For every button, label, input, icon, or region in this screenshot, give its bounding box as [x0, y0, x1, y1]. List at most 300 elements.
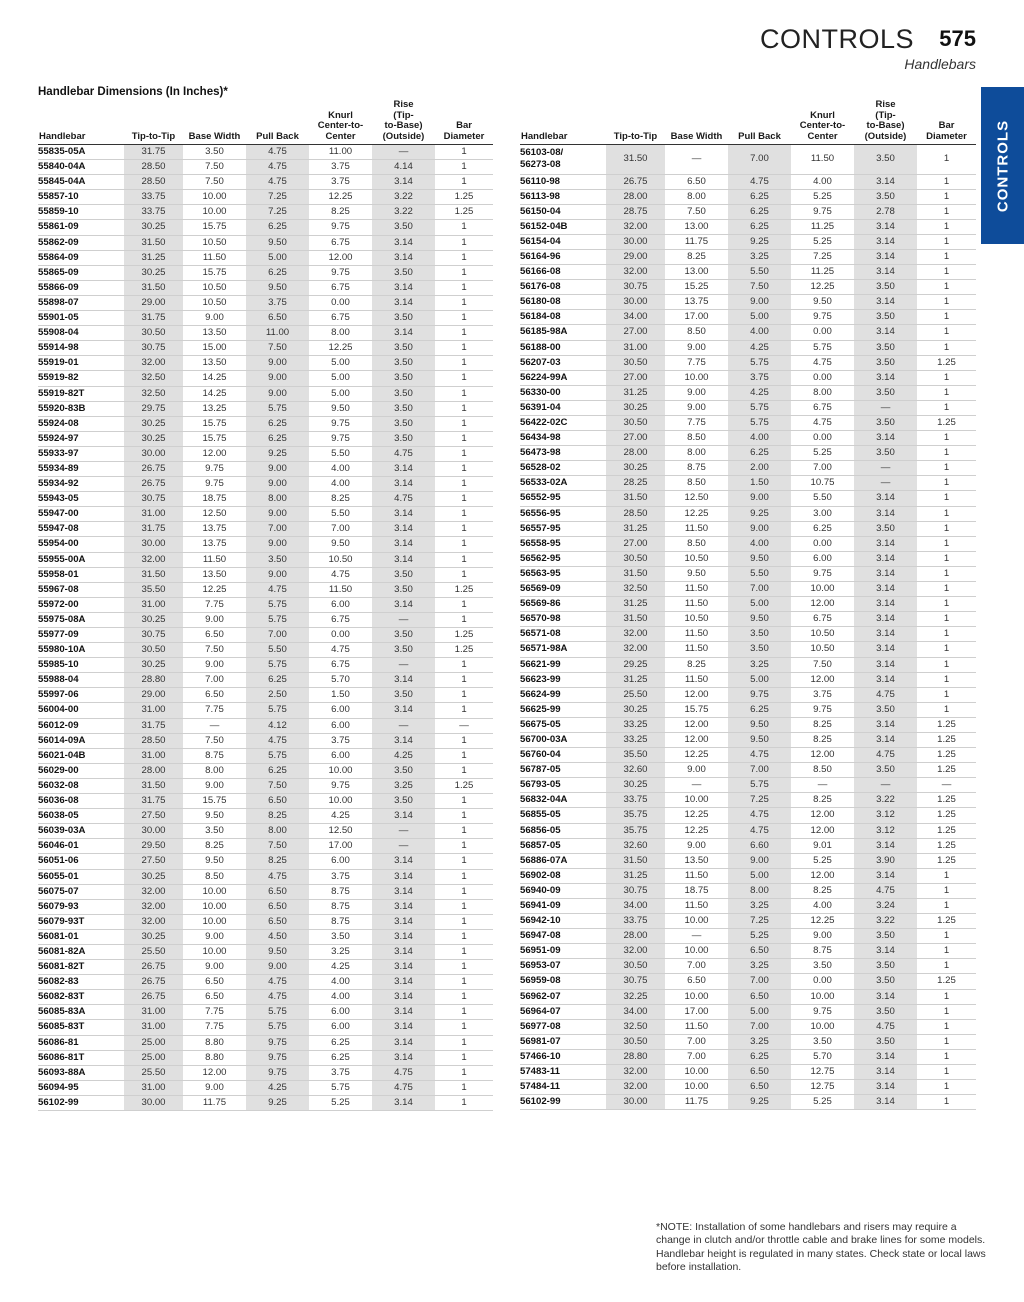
- cell-pull-back: 9.00: [728, 295, 791, 310]
- cell-rise: 3.90: [854, 853, 917, 868]
- cell-tip-to-tip: 31.75: [124, 311, 183, 326]
- cell-base-width: 9.50: [665, 566, 728, 581]
- table-row: [38, 250, 493, 265]
- cell-base-width: 12.25: [665, 823, 728, 838]
- cell-rise: 3.50: [854, 521, 917, 536]
- column-header-handlebar: Handlebar: [520, 100, 606, 145]
- cell-knurl-center: 9.75: [309, 431, 372, 446]
- cell-knurl-center: 12.25: [791, 914, 854, 929]
- cell-handlebar: 56964-07: [520, 1004, 606, 1019]
- table-row: [520, 989, 976, 1004]
- cell-knurl-center: 5.25: [791, 234, 854, 249]
- cell-knurl-center: —: [791, 778, 854, 793]
- cell-handlebar: 56570-98: [520, 612, 606, 627]
- table-row: [38, 794, 493, 809]
- cell-bar-diameter: 1: [917, 582, 976, 597]
- cell-base-width: 13.50: [183, 326, 246, 341]
- cell-tip-to-tip: 34.00: [606, 899, 665, 914]
- table-row: [38, 597, 493, 612]
- cell-tip-to-tip: 28.00: [606, 929, 665, 944]
- table-row: [520, 370, 976, 385]
- cell-tip-to-tip: 30.00: [124, 446, 183, 461]
- cell-bar-diameter: 1: [917, 1019, 976, 1034]
- cell-rise: 3.14: [854, 536, 917, 551]
- table-row: [38, 160, 493, 175]
- table-row: [520, 974, 976, 989]
- cell-rise: 3.50: [854, 310, 917, 325]
- cell-handlebar: 55933-97: [38, 446, 124, 461]
- cell-base-width: 7.00: [665, 959, 728, 974]
- cell-pull-back: 9.00: [728, 853, 791, 868]
- cell-tip-to-tip: 25.50: [606, 687, 665, 702]
- cell-knurl-center: 4.00: [309, 975, 372, 990]
- cell-pull-back: 6.25: [246, 220, 309, 235]
- cell-tip-to-tip: 31.75: [124, 145, 183, 160]
- cell-knurl-center: 3.75: [791, 687, 854, 702]
- table-row: [38, 311, 493, 326]
- cell-pull-back: 7.25: [728, 914, 791, 929]
- cell-pull-back: 6.25: [728, 1049, 791, 1064]
- cell-base-width: 15.75: [665, 702, 728, 717]
- cell-knurl-center: 11.25: [791, 219, 854, 234]
- cell-rise: 4.75: [372, 492, 435, 507]
- cell-tip-to-tip: 27.50: [124, 809, 183, 824]
- cell-pull-back: 2.00: [728, 461, 791, 476]
- cell-base-width: 7.50: [183, 175, 246, 190]
- cell-rise: 3.14: [372, 597, 435, 612]
- cell-bar-diameter: 1: [435, 1080, 493, 1095]
- cell-bar-diameter: 1: [917, 868, 976, 883]
- cell-handlebar: 57483-11: [520, 1065, 606, 1080]
- cell-base-width: 7.75: [183, 703, 246, 718]
- cell-base-width: 9.00: [665, 763, 728, 778]
- cell-tip-to-tip: 32.50: [124, 371, 183, 386]
- cell-base-width: 7.50: [183, 733, 246, 748]
- cell-handlebar: 55859-10: [38, 205, 124, 220]
- cell-pull-back: 5.75: [246, 401, 309, 416]
- cell-tip-to-tip: 29.25: [606, 657, 665, 672]
- cell-handlebar: 56039-03A: [38, 824, 124, 839]
- cell-knurl-center: 12.00: [791, 823, 854, 838]
- cell-rise: 3.14: [372, 522, 435, 537]
- cell-base-width: 8.50: [665, 476, 728, 491]
- cell-pull-back: 9.25: [246, 1095, 309, 1110]
- cell-handlebar: 56079-93: [38, 899, 124, 914]
- cell-base-width: 10.50: [665, 551, 728, 566]
- table-row: [520, 461, 976, 476]
- cell-rise: 3.14: [372, 537, 435, 552]
- side-tab-label: CONTROLS: [994, 119, 1011, 212]
- cell-handlebar: 56700-03A: [520, 732, 606, 747]
- cell-bar-diameter: 1: [435, 703, 493, 718]
- cell-knurl-center: 3.50: [791, 959, 854, 974]
- cell-pull-back: 6.50: [246, 884, 309, 899]
- cell-handlebar: 56621-99: [520, 657, 606, 672]
- cell-pull-back: 6.50: [246, 794, 309, 809]
- cell-handlebar: 56029-00: [38, 763, 124, 778]
- cell-handlebar: 56154-04: [520, 234, 606, 249]
- cell-tip-to-tip: 31.50: [606, 853, 665, 868]
- cell-base-width: 7.75: [665, 416, 728, 431]
- cell-rise: 3.50: [854, 189, 917, 204]
- cell-tip-to-tip: 28.25: [606, 476, 665, 491]
- cell-base-width: 11.50: [665, 597, 728, 612]
- table-row: [38, 975, 493, 990]
- cell-base-width: 9.00: [183, 960, 246, 975]
- cell-knurl-center: 3.50: [309, 929, 372, 944]
- column-header-pull-back: Pull Back: [246, 100, 309, 145]
- cell-handlebar: 56021-04B: [38, 748, 124, 763]
- cell-base-width: 9.00: [665, 400, 728, 415]
- cell-knurl-center: 5.70: [309, 673, 372, 688]
- table-row: [520, 793, 976, 808]
- cell-tip-to-tip: 31.25: [606, 672, 665, 687]
- cell-handlebar: 56977-08: [520, 1019, 606, 1034]
- cell-knurl-center: 5.00: [309, 356, 372, 371]
- cell-rise: 4.75: [372, 446, 435, 461]
- cell-pull-back: 9.00: [246, 461, 309, 476]
- cell-handlebar: 56856-05: [520, 823, 606, 838]
- cell-tip-to-tip: 31.00: [606, 340, 665, 355]
- table-row: [520, 1065, 976, 1080]
- cell-handlebar: 56082-83T: [38, 990, 124, 1005]
- cell-knurl-center: 5.75: [309, 1080, 372, 1095]
- cell-knurl-center: 0.00: [309, 295, 372, 310]
- cell-handlebar: 55967-08: [38, 582, 124, 597]
- cell-knurl-center: 17.00: [309, 839, 372, 854]
- cell-bar-diameter: 1.25: [917, 838, 976, 853]
- table-row: [520, 431, 976, 446]
- cell-rise: 3.14: [372, 854, 435, 869]
- cell-rise: 3.50: [372, 220, 435, 235]
- cell-handlebar: 56004-00: [38, 703, 124, 718]
- cell-handlebar: 55954-00: [38, 537, 124, 552]
- cell-bar-diameter: 1.25: [435, 582, 493, 597]
- cell-base-width: 7.50: [183, 643, 246, 658]
- cell-pull-back: 3.50: [728, 627, 791, 642]
- cell-knurl-center: 6.25: [791, 521, 854, 536]
- cell-tip-to-tip: 31.25: [606, 868, 665, 883]
- cell-bar-diameter: 1: [435, 884, 493, 899]
- cell-rise: 3.50: [854, 929, 917, 944]
- page-number: 575: [939, 26, 976, 51]
- table-row: [520, 763, 976, 778]
- cell-bar-diameter: 1: [435, 220, 493, 235]
- column-header-rise: Rise (Tip- to-Base) (Outside): [854, 100, 917, 145]
- cell-base-width: 6.50: [183, 628, 246, 643]
- cell-base-width: 14.25: [183, 386, 246, 401]
- cell-rise: 3.25: [372, 778, 435, 793]
- cell-base-width: —: [183, 718, 246, 733]
- cell-rise: 3.14: [854, 325, 917, 340]
- table-row: [38, 914, 493, 929]
- cell-pull-back: 4.00: [728, 536, 791, 551]
- cell-rise: 3.14: [854, 506, 917, 521]
- cell-bar-diameter: 1: [435, 280, 493, 295]
- cell-pull-back: 8.25: [246, 809, 309, 824]
- cell-knurl-center: 8.75: [309, 914, 372, 929]
- cell-rise: 3.50: [372, 356, 435, 371]
- cell-tip-to-tip: 32.50: [606, 1019, 665, 1034]
- cell-knurl-center: 12.25: [791, 280, 854, 295]
- cell-rise: 3.14: [854, 431, 917, 446]
- cell-handlebar: 56571-08: [520, 627, 606, 642]
- cell-pull-back: 7.00: [728, 974, 791, 989]
- cell-pull-back: 4.75: [728, 174, 791, 189]
- cell-tip-to-tip: 26.75: [124, 990, 183, 1005]
- cell-tip-to-tip: 28.00: [606, 446, 665, 461]
- cell-pull-back: 4.75: [246, 582, 309, 597]
- cell-pull-back: 5.75: [246, 658, 309, 673]
- cell-knurl-center: 6.75: [791, 400, 854, 415]
- cell-base-width: 10.50: [183, 235, 246, 250]
- cell-handlebar: 56625-99: [520, 702, 606, 717]
- cell-bar-diameter: 1.25: [435, 778, 493, 793]
- cell-base-width: 8.00: [183, 763, 246, 778]
- cell-base-width: 9.00: [183, 929, 246, 944]
- cell-bar-diameter: 1: [435, 990, 493, 1005]
- cell-tip-to-tip: 35.75: [606, 808, 665, 823]
- cell-base-width: 9.00: [183, 1080, 246, 1095]
- cell-pull-back: 4.75: [728, 808, 791, 823]
- cell-handlebar: 56832-04A: [520, 793, 606, 808]
- cell-rise: 3.14: [854, 370, 917, 385]
- cell-rise: —: [372, 839, 435, 854]
- cell-tip-to-tip: 31.50: [124, 235, 183, 250]
- section-heading: CONTROLS: [759, 24, 914, 54]
- cell-knurl-center: 8.75: [309, 899, 372, 914]
- cell-pull-back: 5.50: [246, 643, 309, 658]
- cell-base-width: 12.25: [665, 748, 728, 763]
- cell-knurl-center: 4.25: [309, 809, 372, 824]
- cell-bar-diameter: 1: [435, 1020, 493, 1035]
- cell-rise: 3.50: [854, 974, 917, 989]
- cell-base-width: 13.75: [183, 522, 246, 537]
- cell-tip-to-tip: 30.25: [606, 461, 665, 476]
- cell-pull-back: 9.00: [246, 567, 309, 582]
- cell-handlebar: 56569-86: [520, 597, 606, 612]
- cell-tip-to-tip: 31.50: [124, 567, 183, 582]
- cell-base-width: 10.00: [183, 944, 246, 959]
- cell-bar-diameter: 1: [917, 310, 976, 325]
- cell-tip-to-tip: 31.25: [124, 250, 183, 265]
- cell-pull-back: 4.12: [246, 718, 309, 733]
- cell-base-width: 12.00: [183, 1065, 246, 1080]
- cell-rise: 3.14: [854, 732, 917, 747]
- cell-bar-diameter: 1: [435, 914, 493, 929]
- cell-bar-diameter: 1.25: [917, 355, 976, 370]
- cell-base-width: 11.75: [665, 1095, 728, 1110]
- cell-bar-diameter: 1.25: [917, 416, 976, 431]
- cell-base-width: 11.50: [665, 642, 728, 657]
- cell-bar-diameter: 1: [435, 492, 493, 507]
- cell-bar-diameter: 1.25: [917, 717, 976, 732]
- cell-tip-to-tip: 32.00: [124, 914, 183, 929]
- cell-handlebar: 56623-99: [520, 672, 606, 687]
- cell-pull-back: 8.00: [246, 492, 309, 507]
- cell-pull-back: 5.75: [246, 597, 309, 612]
- cell-base-width: 12.00: [665, 717, 728, 732]
- cell-handlebar: 55934-92: [38, 477, 124, 492]
- cell-pull-back: 6.50: [246, 914, 309, 929]
- cell-tip-to-tip: 32.00: [124, 899, 183, 914]
- cell-tip-to-tip: 31.50: [606, 145, 665, 175]
- cell-tip-to-tip: 31.50: [606, 491, 665, 506]
- cell-bar-diameter: 1: [917, 642, 976, 657]
- cell-pull-back: 5.00: [728, 868, 791, 883]
- cell-base-width: 11.50: [665, 1019, 728, 1034]
- cell-tip-to-tip: 31.00: [124, 1080, 183, 1095]
- cell-knurl-center: 4.25: [309, 960, 372, 975]
- cell-bar-diameter: 1: [917, 1080, 976, 1095]
- cell-bar-diameter: 1: [435, 552, 493, 567]
- cell-base-width: 18.75: [665, 883, 728, 898]
- cell-handlebar: 55840-04A: [38, 160, 124, 175]
- cell-base-width: 3.50: [183, 145, 246, 160]
- cell-rise: 3.14: [372, 552, 435, 567]
- cell-bar-diameter: 1: [917, 461, 976, 476]
- cell-rise: —: [372, 718, 435, 733]
- cell-tip-to-tip: 26.75: [124, 960, 183, 975]
- table-row: [38, 1050, 493, 1065]
- cell-tip-to-tip: 30.25: [124, 220, 183, 235]
- cell-pull-back: 3.75: [728, 370, 791, 385]
- cell-tip-to-tip: 32.50: [606, 582, 665, 597]
- cell-knurl-center: 9.75: [791, 566, 854, 581]
- cell-handlebar: 55947-00: [38, 507, 124, 522]
- cell-base-width: 13.00: [665, 219, 728, 234]
- cell-knurl-center: 3.75: [309, 175, 372, 190]
- cell-pull-back: 6.25: [246, 673, 309, 688]
- cell-base-width: 9.00: [183, 778, 246, 793]
- cell-tip-to-tip: 32.00: [606, 627, 665, 642]
- cell-bar-diameter: 1: [435, 809, 493, 824]
- cell-base-width: 8.75: [665, 461, 728, 476]
- cell-bar-diameter: 1: [435, 235, 493, 250]
- cell-base-width: 7.75: [183, 1020, 246, 1035]
- cell-rise: 3.50: [372, 688, 435, 703]
- cell-tip-to-tip: 31.75: [124, 718, 183, 733]
- table-row: [38, 658, 493, 673]
- cell-bar-diameter: 1: [435, 567, 493, 582]
- cell-bar-diameter: 1: [917, 1049, 976, 1064]
- cell-rise: 4.75: [854, 748, 917, 763]
- cell-base-width: 9.00: [183, 612, 246, 627]
- cell-rise: 3.50: [372, 386, 435, 401]
- cell-tip-to-tip: 30.25: [606, 400, 665, 415]
- cell-knurl-center: 6.25: [309, 1050, 372, 1065]
- table-row: [520, 265, 976, 280]
- cell-bar-diameter: 1: [917, 566, 976, 581]
- cell-knurl-center: 10.00: [791, 582, 854, 597]
- table-row: [38, 929, 493, 944]
- cell-pull-back: 7.50: [246, 341, 309, 356]
- cell-base-width: 10.00: [665, 914, 728, 929]
- cell-rise: 4.75: [854, 1019, 917, 1034]
- cell-knurl-center: 11.50: [309, 582, 372, 597]
- cell-knurl-center: 9.50: [791, 295, 854, 310]
- cell-bar-diameter: 1: [435, 1065, 493, 1080]
- cell-bar-diameter: 1: [917, 944, 976, 959]
- cell-tip-to-tip: 31.00: [124, 507, 183, 522]
- cell-handlebar: 55919-01: [38, 356, 124, 371]
- cell-base-width: —: [665, 145, 728, 175]
- cell-bar-diameter: 1: [917, 325, 976, 340]
- table-row: [38, 386, 493, 401]
- cell-base-width: 10.00: [183, 190, 246, 205]
- cell-tip-to-tip: 30.25: [124, 612, 183, 627]
- cell-pull-back: 6.25: [728, 204, 791, 219]
- cell-tip-to-tip: 27.50: [124, 854, 183, 869]
- cell-base-width: 17.00: [665, 1004, 728, 1019]
- cell-pull-back: 1.50: [728, 476, 791, 491]
- cell-base-width: —: [665, 929, 728, 944]
- cell-knurl-center: 9.75: [791, 702, 854, 717]
- cell-bar-diameter: 1: [435, 1035, 493, 1050]
- cell-base-width: 6.50: [183, 688, 246, 703]
- cell-pull-back: 4.75: [246, 160, 309, 175]
- cell-bar-diameter: 1: [435, 1050, 493, 1065]
- cell-tip-to-tip: 35.50: [606, 748, 665, 763]
- cell-handlebar: 56563-95: [520, 566, 606, 581]
- cell-tip-to-tip: 30.50: [606, 1034, 665, 1049]
- cell-base-width: 10.00: [665, 989, 728, 1004]
- cell-handlebar: 56176-08: [520, 280, 606, 295]
- cell-handlebar: 56085-83A: [38, 1005, 124, 1020]
- cell-knurl-center: 10.50: [791, 627, 854, 642]
- cell-rise: 3.50: [372, 265, 435, 280]
- cell-knurl-center: 4.75: [309, 567, 372, 582]
- cell-rise: —: [372, 824, 435, 839]
- cell-knurl-center: 12.00: [791, 868, 854, 883]
- cell-handlebar: 56051-06: [38, 854, 124, 869]
- cell-rise: 3.14: [372, 1095, 435, 1110]
- cell-handlebar: 56942-10: [520, 914, 606, 929]
- cell-base-width: 9.00: [183, 311, 246, 326]
- cell-rise: 3.14: [372, 1005, 435, 1020]
- cell-pull-back: 7.50: [246, 839, 309, 854]
- cell-bar-diameter: 1: [435, 145, 493, 160]
- cell-rise: 4.75: [372, 1080, 435, 1095]
- cell-rise: —: [854, 461, 917, 476]
- cell-rise: 3.14: [372, 280, 435, 295]
- cell-knurl-center: 11.25: [791, 265, 854, 280]
- cell-tip-to-tip: 30.75: [124, 492, 183, 507]
- cell-handlebar: 56569-09: [520, 582, 606, 597]
- cell-bar-diameter: 1: [917, 431, 976, 446]
- cell-base-width: 12.25: [665, 808, 728, 823]
- cell-knurl-center: 6.00: [309, 748, 372, 763]
- cell-rise: 3.14: [854, 717, 917, 732]
- cell-base-width: 8.50: [665, 536, 728, 551]
- cell-pull-back: 7.25: [246, 205, 309, 220]
- cell-rise: 3.14: [854, 989, 917, 1004]
- table-row: [38, 1035, 493, 1050]
- table-row: [520, 325, 976, 340]
- cell-handlebar: 56110-98: [520, 174, 606, 189]
- cell-rise: 3.50: [854, 1034, 917, 1049]
- cell-bar-diameter: 1: [917, 899, 976, 914]
- cell-rise: 3.14: [372, 990, 435, 1005]
- cell-base-width: 7.75: [183, 597, 246, 612]
- cell-bar-diameter: 1.25: [435, 205, 493, 220]
- table-row: [520, 1095, 976, 1110]
- table-row: [520, 732, 976, 747]
- cell-tip-to-tip: 30.50: [606, 959, 665, 974]
- cell-handlebar: 56093-88A: [38, 1065, 124, 1080]
- cell-knurl-center: 9.75: [309, 220, 372, 235]
- cell-rise: 3.50: [372, 416, 435, 431]
